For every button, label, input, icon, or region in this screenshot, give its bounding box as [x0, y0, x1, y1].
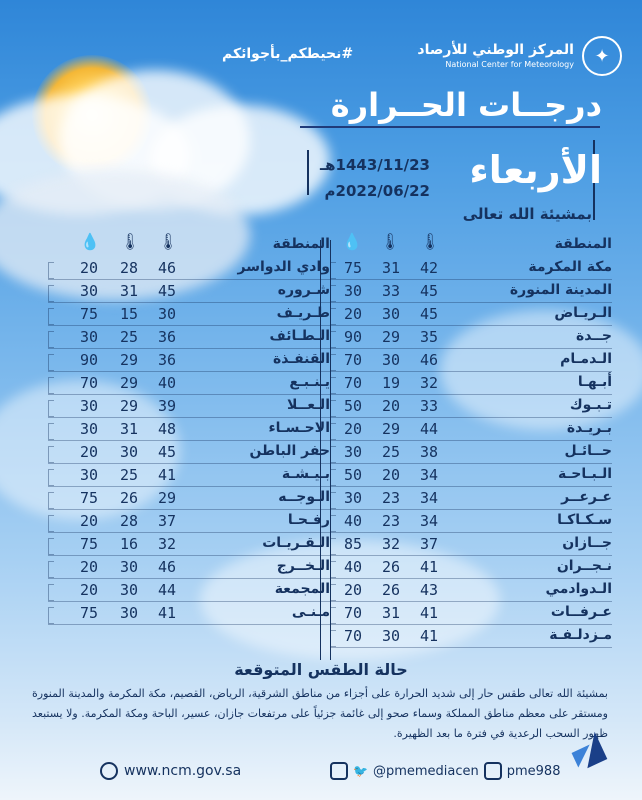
row-divider — [330, 394, 612, 395]
min-temp-value: 23 — [381, 489, 401, 507]
min-temp-value: 30 — [119, 581, 139, 599]
region-name: الـريـاض — [554, 305, 612, 321]
table-row — [48, 419, 330, 442]
row-bracket — [48, 584, 54, 601]
website-link[interactable] — [100, 762, 241, 780]
table-row — [330, 465, 612, 488]
region-name: جــازان — [562, 535, 612, 551]
table-row — [48, 350, 330, 373]
max-temp-value: 40 — [157, 374, 177, 392]
max-temp-value: 41 — [157, 604, 177, 622]
humidity-value: 20 — [343, 305, 363, 323]
max-temp-value: 41 — [419, 558, 439, 576]
ncm-brand — [417, 36, 622, 76]
table-row — [48, 304, 330, 327]
region-name: الـقـريـات — [262, 535, 330, 551]
row-divider — [48, 601, 330, 602]
max-temp-value: 43 — [419, 581, 439, 599]
row-divider — [330, 578, 612, 579]
region-name: حــائـل — [564, 443, 612, 459]
divider — [307, 150, 309, 195]
humidity-value: 30 — [79, 397, 99, 415]
row-bracket — [48, 285, 54, 302]
row-bracket — [330, 377, 336, 394]
row-bracket — [330, 515, 336, 532]
humidity-value: 70 — [343, 627, 363, 645]
max-temp-value: 30 — [157, 305, 177, 323]
row-divider — [48, 325, 330, 326]
table-row — [330, 304, 612, 327]
region-name: عـرفــات — [550, 604, 612, 620]
row-divider — [330, 348, 612, 349]
hashtag[interactable]: #نحيطكم_بأجوائكم — [222, 46, 354, 62]
table-header — [330, 230, 612, 258]
row-divider — [48, 371, 330, 372]
temperature-table-right — [330, 230, 612, 649]
region-name: تـبـوك — [569, 397, 612, 413]
table-row — [330, 258, 612, 281]
humidity-value: 30 — [79, 466, 99, 484]
row-divider — [48, 440, 330, 441]
table-row — [48, 511, 330, 534]
humidity-value: 20 — [79, 259, 99, 277]
row-bracket — [330, 285, 336, 302]
table-row — [48, 281, 330, 304]
temperature-table-left — [48, 230, 330, 626]
region-name: يـنـبـع — [289, 374, 330, 390]
max-temp-value: 34 — [419, 466, 439, 484]
max-temp-value: 45 — [419, 282, 439, 300]
region-name: عـرعــر — [561, 489, 612, 505]
row-divider — [48, 417, 330, 418]
date-block — [320, 152, 430, 204]
max-temp-value: 46 — [157, 259, 177, 277]
row-bracket — [330, 354, 336, 371]
humidity-value: 30 — [343, 282, 363, 300]
max-temp-value: 44 — [419, 420, 439, 438]
humidity-value: 50 — [343, 397, 363, 415]
row-divider — [48, 532, 330, 533]
max-temp-value: 35 — [419, 328, 439, 346]
min-temp-value: 33 — [381, 282, 401, 300]
table-row — [330, 350, 612, 373]
min-temp-value: 30 — [119, 604, 139, 622]
max-temp-value: 41 — [419, 604, 439, 622]
region-name: أبـهـا — [577, 374, 612, 390]
globe-icon — [100, 762, 118, 780]
humidity-value: 70 — [343, 374, 363, 392]
min-temp-value: 25 — [381, 443, 401, 461]
max-temp-value: 48 — [157, 420, 177, 438]
row-bracket — [48, 331, 54, 348]
max-temp-value: 38 — [419, 443, 439, 461]
row-bracket — [330, 584, 336, 601]
humidity-value: 30 — [79, 328, 99, 346]
humidity-icon: 💧 — [80, 232, 100, 251]
max-temp-value: 45 — [419, 305, 439, 323]
min-temp-value: 16 — [119, 535, 139, 553]
humidity-value: 30 — [343, 489, 363, 507]
region-name: الـبـاحـة — [558, 466, 612, 482]
min-temp-value: 29 — [119, 351, 139, 369]
region-name: بـريـدة — [566, 420, 612, 436]
row-bracket — [48, 400, 54, 417]
region-name: طـريـف — [276, 305, 330, 321]
region-name: الـدمـام — [560, 351, 612, 367]
min-temp-value: 29 — [381, 420, 401, 438]
row-divider — [330, 417, 612, 418]
region-name: مـنـى — [291, 604, 330, 620]
region-name: الـوجــه — [278, 489, 330, 505]
table-row — [48, 465, 330, 488]
region-name: جــدة — [575, 328, 612, 344]
row-divider — [330, 302, 612, 303]
row-divider — [330, 325, 612, 326]
humidity-value: 75 — [79, 535, 99, 553]
date-hijri: 1443/11/23هـ — [320, 156, 430, 174]
snap-handle: pme988 — [506, 763, 561, 779]
row-bracket — [48, 354, 54, 371]
row-divider — [48, 509, 330, 510]
humidity-value: 70 — [343, 604, 363, 622]
table-row — [330, 511, 612, 534]
region-name: سـكـاكـا — [557, 512, 612, 528]
row-bracket — [330, 607, 336, 624]
humidity-value: 20 — [343, 581, 363, 599]
humidity-value: 30 — [343, 443, 363, 461]
max-temp-value: 46 — [419, 351, 439, 369]
date-gregorian: 2022/06/22م — [324, 182, 430, 200]
table-row — [330, 488, 612, 511]
website-text: www.ncm.gov.sa — [124, 763, 242, 779]
humidity-value: 90 — [79, 351, 99, 369]
max-temp-value: 37 — [157, 512, 177, 530]
humidity-value: 70 — [343, 351, 363, 369]
region-name: المدينة المنورة — [509, 282, 612, 298]
max-temp-value: 44 — [157, 581, 177, 599]
table-row — [330, 373, 612, 396]
max-temp-value: 34 — [419, 489, 439, 507]
row-bracket — [330, 262, 336, 279]
humidity-value: 75 — [79, 305, 99, 323]
min-temp-value: 25 — [119, 328, 139, 346]
max-temp-value: 33 — [419, 397, 439, 415]
row-divider — [330, 624, 612, 625]
row-bracket — [330, 630, 336, 647]
min-temp-value: 28 — [119, 512, 139, 530]
table-row — [48, 488, 330, 511]
max-temp-value: 32 — [157, 535, 177, 553]
min-temp-value: 20 — [381, 397, 401, 415]
max-temp-value: 45 — [157, 443, 177, 461]
brand-name-en: National Center for Meteorology — [445, 60, 574, 69]
forecast-body: بمشيئة الله تعالى طقس حار إلى شديد الحرارة على أجزاء من مناطق الشرقية، الرياض، القصيم، مكة المكرمة والمدينة المنورة ومستقر على معظم مناطق المملكة وسماء صحو إلى غائمة جزئياً على مرتفعات جازان، عسير، الباحة ومكة المكرمة. ولا يستبعد ظهور السحب الرعدية في فترة ما بعد الظهيرة. — [32, 687, 608, 740]
min-temp-value: 30 — [119, 558, 139, 576]
row-divider — [48, 578, 330, 579]
row-divider — [330, 647, 612, 648]
min-temp-value: 30 — [381, 627, 401, 645]
min-temp-value: 31 — [381, 604, 401, 622]
min-temp-value: 29 — [119, 374, 139, 392]
max-temp-value: 42 — [419, 259, 439, 277]
region-name: بـيـشـة — [281, 466, 330, 482]
min-temp-value: 15 — [119, 305, 139, 323]
region-name: القنفـذة — [272, 351, 330, 367]
min-temp-value: 30 — [119, 443, 139, 461]
row-bracket — [48, 446, 54, 463]
min-temp-value: 19 — [381, 374, 401, 392]
min-temp-value: 20 — [381, 466, 401, 484]
row-divider — [330, 463, 612, 464]
region-name: نـجــران — [556, 558, 612, 574]
twitter-icon: 🐦 — [353, 764, 368, 778]
humidity-value: 20 — [79, 558, 99, 576]
row-bracket — [48, 515, 54, 532]
region-name: الـطـائف — [269, 328, 330, 344]
humidity-value: 30 — [79, 420, 99, 438]
row-bracket — [330, 308, 336, 325]
humidity-value: 75 — [343, 259, 363, 277]
row-bracket — [48, 262, 54, 279]
row-divider — [330, 486, 612, 487]
humidity-value: 40 — [343, 558, 363, 576]
row-divider — [48, 555, 330, 556]
table-row — [330, 281, 612, 304]
row-divider — [48, 279, 330, 280]
table-row — [48, 557, 330, 580]
row-bracket — [48, 492, 54, 509]
row-divider — [48, 394, 330, 395]
humidity-value: 75 — [79, 604, 99, 622]
row-bracket — [48, 469, 54, 486]
max-temp-value: 29 — [157, 489, 177, 507]
table-row — [48, 327, 330, 350]
row-bracket — [330, 561, 336, 578]
humidity-value: 50 — [343, 466, 363, 484]
table-row — [48, 373, 330, 396]
row-divider — [330, 532, 612, 533]
min-temp-value: 26 — [381, 558, 401, 576]
humidity-value: 30 — [79, 282, 99, 300]
humidity-value: 40 — [343, 512, 363, 530]
row-bracket — [330, 331, 336, 348]
row-bracket — [48, 561, 54, 578]
max-temp-value: 37 — [419, 535, 439, 553]
subtitle: بمشيئة الله تعالى — [462, 205, 592, 223]
humidity-value: 90 — [343, 328, 363, 346]
min-temp-value: 26 — [119, 489, 139, 507]
forecast-title: حالة الطقس المتوقعة — [234, 660, 408, 679]
table-row — [330, 419, 612, 442]
region-header: المنطقة — [554, 236, 612, 252]
table-row — [330, 626, 612, 649]
region-name: المجمعة — [274, 581, 330, 597]
row-bracket — [330, 446, 336, 463]
max-temp-icon: 🌡 — [158, 232, 179, 251]
row-bracket — [330, 400, 336, 417]
min-temp-value: 30 — [381, 305, 401, 323]
region-name: شـروره — [277, 282, 330, 298]
region-header: المنطقة — [272, 236, 330, 252]
region-name: الـعــلا — [287, 397, 330, 413]
table-row — [330, 580, 612, 603]
max-temp-value: 41 — [419, 627, 439, 645]
row-bracket — [48, 538, 54, 555]
min-temp-value: 29 — [119, 397, 139, 415]
table-row — [48, 258, 330, 281]
min-temp-value: 31 — [119, 420, 139, 438]
table-row — [330, 557, 612, 580]
row-bracket — [48, 377, 54, 394]
humidity-value: 75 — [79, 489, 99, 507]
row-bracket — [330, 538, 336, 555]
max-temp-value: 45 — [157, 282, 177, 300]
max-temp-icon: 🌡 — [420, 232, 441, 251]
row-divider — [48, 348, 330, 349]
max-temp-value: 36 — [157, 351, 177, 369]
brand-name-ar: المركز الوطني للأرصاد — [417, 42, 574, 58]
social-handle: @pmemediacen — [372, 763, 479, 779]
table-row — [330, 442, 612, 465]
instagram-icon — [330, 762, 348, 780]
region-name: حفر الباطن — [249, 443, 330, 459]
table-row — [48, 442, 330, 465]
row-divider — [330, 555, 612, 556]
table-row — [48, 603, 330, 626]
region-name: مكة المكرمة — [528, 259, 612, 275]
day-name: الأربعاء — [469, 148, 602, 192]
max-temp-value: 39 — [157, 397, 177, 415]
table-row — [48, 580, 330, 603]
region-name: وادي الدواسر — [237, 259, 330, 275]
humidity-value: 20 — [343, 420, 363, 438]
row-bracket — [48, 308, 54, 325]
row-divider — [330, 371, 612, 372]
humidity-value: 20 — [79, 443, 99, 461]
min-temp-value: 28 — [119, 259, 139, 277]
row-bracket — [330, 492, 336, 509]
row-bracket — [330, 423, 336, 440]
humidity-value: 20 — [79, 581, 99, 599]
min-temp-value: 23 — [381, 512, 401, 530]
region-name: رفـحـا — [287, 512, 330, 528]
max-temp-value: 34 — [419, 512, 439, 530]
humidity-value: 20 — [79, 512, 99, 530]
page-title: درجــات الحــرارة — [330, 86, 602, 124]
row-divider — [330, 440, 612, 441]
table-row — [330, 327, 612, 350]
social-links[interactable] — [330, 762, 560, 780]
footer — [0, 760, 642, 786]
humidity-value: 70 — [79, 374, 99, 392]
row-divider — [330, 601, 612, 602]
min-temp-icon: 🌡 — [120, 232, 141, 251]
region-name: الـخــرج — [276, 558, 330, 574]
table-row — [330, 534, 612, 557]
row-divider — [48, 624, 330, 625]
max-temp-value: 41 — [157, 466, 177, 484]
table-row — [330, 396, 612, 419]
humidity-value: 85 — [343, 535, 363, 553]
table-row — [48, 396, 330, 419]
row-divider — [330, 509, 612, 510]
table-row — [330, 603, 612, 626]
min-temp-value: 31 — [381, 259, 401, 277]
min-temp-value: 32 — [381, 535, 401, 553]
max-temp-value: 32 — [419, 374, 439, 392]
ncm-logo-icon: ✦ — [582, 36, 622, 76]
snapchat-icon — [484, 762, 502, 780]
min-temp-value: 30 — [381, 351, 401, 369]
region-name: الاحـسـاء — [268, 420, 330, 436]
max-temp-value: 36 — [157, 328, 177, 346]
table-header — [48, 230, 330, 258]
row-divider — [48, 486, 330, 487]
row-divider — [330, 279, 612, 280]
table-row — [48, 534, 330, 557]
row-divider — [48, 463, 330, 464]
region-name: مـزدلـفـة — [549, 627, 612, 643]
min-temp-icon: 🌡 — [380, 232, 401, 251]
region-name: الـدوادمي — [545, 581, 612, 597]
min-temp-value: 25 — [119, 466, 139, 484]
row-bracket — [330, 469, 336, 486]
humidity-icon: 💧 — [342, 232, 362, 251]
row-divider — [48, 302, 330, 303]
max-temp-value: 46 — [157, 558, 177, 576]
row-bracket — [48, 607, 54, 624]
row-bracket — [48, 423, 54, 440]
min-temp-value: 26 — [381, 581, 401, 599]
min-temp-value: 31 — [119, 282, 139, 300]
min-temp-value: 29 — [381, 328, 401, 346]
title-underline — [300, 126, 600, 128]
